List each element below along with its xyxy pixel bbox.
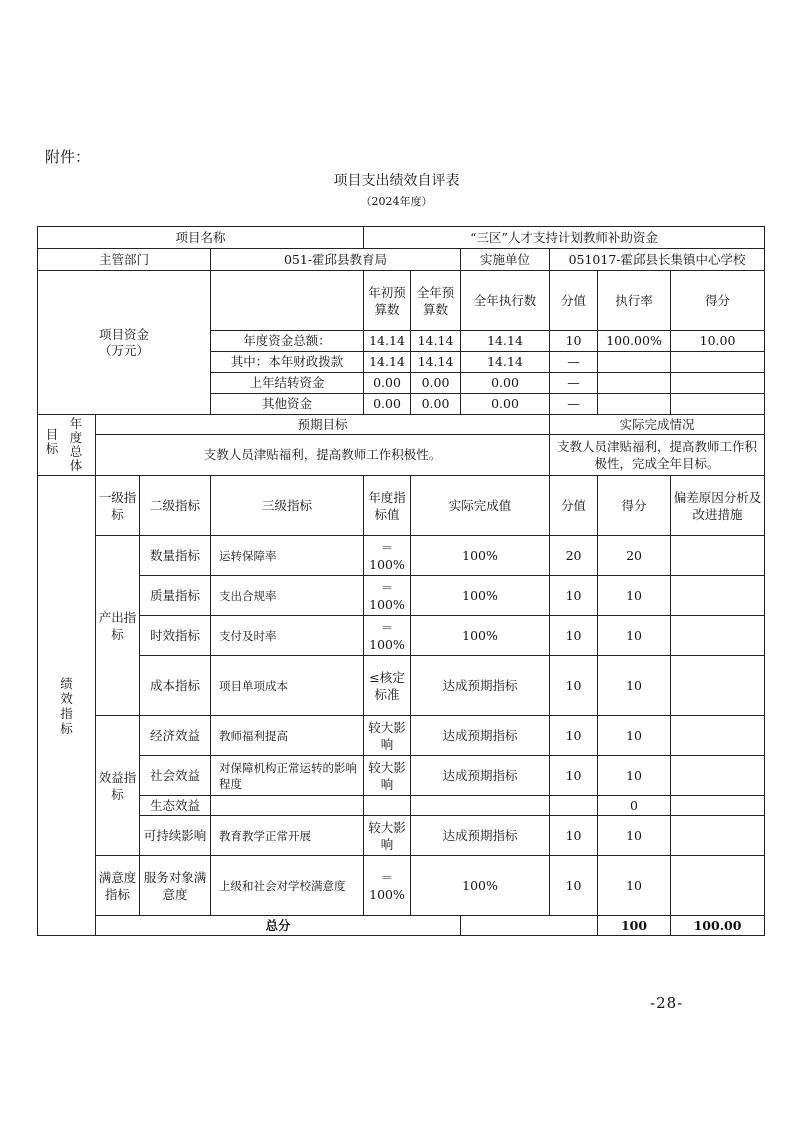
indicator-row <box>38 656 765 716</box>
score-value-header: 分值 <box>550 271 598 331</box>
indicator-row <box>38 816 765 856</box>
project-name-value: “三区”人才支持计划教师补助资金 <box>364 227 765 249</box>
fund-label: 上年结转资金 <box>211 373 364 394</box>
target-header: 年度指标值 <box>364 476 411 536</box>
goals-label-char: 标 <box>45 441 59 456</box>
fund-full: 0.00 <box>411 373 461 394</box>
level2-cell: 生态效益 <box>140 796 211 816</box>
goals-header-row <box>38 415 765 435</box>
funds-header-blank <box>211 271 364 331</box>
actual-cell: 100% <box>411 536 550 576</box>
form-title: 项目支出绩效自评表 <box>333 173 460 189</box>
level2-cell: 服务对象满意度 <box>140 856 211 916</box>
fund-score-value: — <box>550 373 598 394</box>
fund-executed: 0.00 <box>461 394 550 415</box>
expected-goal-text: 支教人员津贴福利，提高教师工作积极性。 <box>96 435 550 476</box>
fund-score <box>671 352 765 373</box>
form-year: （2024年度） <box>360 195 433 208</box>
level3-cell: 运转保障率 <box>211 536 364 576</box>
level3-cell: 教师福利提高 <box>211 716 364 756</box>
satisfaction-label: 满意度指标 <box>96 856 140 916</box>
actual-goal-text: 支教人员津贴福利，提高教师工作积极性，完成全年目标。 <box>550 435 765 476</box>
fund-initial: 0.00 <box>364 373 411 394</box>
ind-score-header: 得分 <box>598 476 671 536</box>
evaluation-table <box>37 226 765 936</box>
indicator-header-row <box>38 476 765 536</box>
total-row <box>38 916 765 936</box>
funds-header-row <box>38 271 765 331</box>
level1-header: 一级指标 <box>96 476 140 536</box>
reason-cell <box>671 856 765 916</box>
score-cell: 10 <box>598 616 671 656</box>
goals-content-row <box>38 435 765 476</box>
reason-cell <box>671 536 765 576</box>
dept-value: 051-霍邱县教育局 <box>211 249 461 271</box>
project-name-label: 项目名称 <box>38 227 364 249</box>
unit-label: 实施单位 <box>461 249 550 271</box>
fund-rate: 100.00% <box>598 331 671 352</box>
ind-score-value-header: 分值 <box>550 476 598 536</box>
fund-score <box>671 373 765 394</box>
score-cell: 10 <box>598 856 671 916</box>
fund-initial: 14.14 <box>364 331 411 352</box>
fund-initial: 14.14 <box>364 352 411 373</box>
target-cell: ＝100% <box>364 616 411 656</box>
page-number: -28- <box>650 994 684 1012</box>
fund-score: 10.00 <box>671 331 765 352</box>
executed-header: 全年执行数 <box>461 271 550 331</box>
target-cell: 较大影响 <box>364 716 411 756</box>
initial-budget-header: 年初预算数 <box>364 271 411 331</box>
reason-cell <box>671 816 765 856</box>
score-header: 得分 <box>671 271 765 331</box>
indicator-row <box>38 796 765 816</box>
department-row <box>38 249 765 271</box>
actual-cell: 100% <box>411 576 550 616</box>
fund-score-value: — <box>550 352 598 373</box>
fund-executed: 14.14 <box>461 331 550 352</box>
level3-cell: 支付及时率 <box>211 616 364 656</box>
indicator-row <box>38 536 765 576</box>
fund-score-value: 10 <box>550 331 598 352</box>
reason-cell <box>671 576 765 616</box>
project-name-row <box>38 227 765 249</box>
goals-label-char: 目 <box>45 427 59 442</box>
score-cell: 10 <box>598 576 671 616</box>
target-cell: ＝100% <box>364 856 411 916</box>
score-value-cell <box>550 796 598 816</box>
funds-label-line1: 项目资金 <box>98 326 149 342</box>
level2-cell: 成本指标 <box>140 656 211 716</box>
indicator-row <box>38 716 765 756</box>
fund-executed: 0.00 <box>461 373 550 394</box>
score-value-cell: 10 <box>550 616 598 656</box>
score-cell: 10 <box>598 656 671 716</box>
level3-header: 三级指标 <box>211 476 364 536</box>
funds-label-line2: （万元） <box>98 342 149 358</box>
reason-cell <box>671 616 765 656</box>
score-cell: 10 <box>598 816 671 856</box>
actual-cell: 达成预期指标 <box>411 656 550 716</box>
level3-cell: 支出合规率 <box>211 576 364 616</box>
fund-rate <box>598 394 671 415</box>
indicators-group-text: 绩效指标 <box>60 675 73 736</box>
actual-cell: 达成预期指标 <box>411 756 550 796</box>
score-value-cell: 10 <box>550 656 598 716</box>
score-value-cell: 10 <box>550 716 598 756</box>
score-cell: 10 <box>598 716 671 756</box>
fund-rate <box>598 373 671 394</box>
indicator-row <box>38 576 765 616</box>
fund-label: 其他资金 <box>211 394 364 415</box>
indicator-row <box>38 856 765 916</box>
level3-cell <box>211 796 364 816</box>
actual-cell: 达成预期指标 <box>411 716 550 756</box>
indicators-group-label <box>38 476 96 936</box>
target-cell: 较大影响 <box>364 816 411 856</box>
goals-label-char: 总 <box>69 444 83 459</box>
full-budget-header: 全年预算数 <box>411 271 461 331</box>
actual-value-header: 实际完成值 <box>411 476 550 536</box>
target-cell: 较大影响 <box>364 756 411 796</box>
score-value-cell: 10 <box>550 816 598 856</box>
fund-label: 年度资金总额： <box>211 331 364 352</box>
score-value-cell: 10 <box>550 856 598 916</box>
actual-cell: 100% <box>411 616 550 656</box>
actual-goal-header: 实际完成情况 <box>550 415 765 435</box>
level3-cell: 项目单项成本 <box>211 656 364 716</box>
total-score: 100.00 <box>671 916 765 936</box>
level2-cell: 社会效益 <box>140 756 211 796</box>
reason-header: 偏差原因分析及改进措施 <box>671 476 765 536</box>
indicator-row <box>38 616 765 656</box>
target-cell: ≤核定标准 <box>364 656 411 716</box>
total-blank <box>461 916 598 936</box>
expected-goal-header: 预期目标 <box>96 415 550 435</box>
fund-score-value: — <box>550 394 598 415</box>
goals-label-char: 体 <box>69 458 83 473</box>
actual-cell: 达成预期指标 <box>411 816 550 856</box>
unit-value: 051017-霍邱县长集镇中心学校 <box>550 249 765 271</box>
fund-rate <box>598 352 671 373</box>
level2-cell: 可持续影响 <box>140 816 211 856</box>
target-cell: ＝100% <box>364 576 411 616</box>
fund-initial: 0.00 <box>364 394 411 415</box>
score-cell: 20 <box>598 536 671 576</box>
level2-cell: 经济效益 <box>140 716 211 756</box>
level2-cell: 时效指标 <box>140 616 211 656</box>
score-value-cell: 20 <box>550 536 598 576</box>
target-cell <box>364 796 411 816</box>
goals-label-svg <box>38 415 96 475</box>
score-cell: 10 <box>598 756 671 796</box>
fund-label: 其中：本年财政拨款 <box>211 352 364 373</box>
rate-header: 执行率 <box>598 271 671 331</box>
fund-score <box>671 394 765 415</box>
actual-cell <box>411 796 550 816</box>
indicator-row <box>38 756 765 796</box>
total-label: 总分 <box>96 916 461 936</box>
goals-label-text <box>46 416 83 473</box>
goals-label <box>38 415 96 476</box>
score-value-cell: 10 <box>550 756 598 796</box>
reason-cell <box>671 756 765 796</box>
score-cell: 0 <box>598 796 671 816</box>
fund-executed: 14.14 <box>461 352 550 373</box>
level2-header: 二级指标 <box>140 476 211 536</box>
reason-cell <box>671 656 765 716</box>
goals-label-char: 度 <box>69 430 83 445</box>
actual-cell: 100% <box>411 856 550 916</box>
level3-cell: 教育教学正常开展 <box>211 816 364 856</box>
level3-cell: 上级和社会对学校满意度 <box>211 856 364 916</box>
dept-label: 主管部门 <box>38 249 211 271</box>
level2-cell: 质量指标 <box>140 576 211 616</box>
goals-label-char: 年 <box>69 416 83 431</box>
level3-cell: 对保障机构正常运转的影响程度 <box>211 756 364 796</box>
reason-cell <box>671 796 765 816</box>
fund-full: 0.00 <box>411 394 461 415</box>
score-value-cell: 10 <box>550 576 598 616</box>
fund-full: 14.14 <box>411 352 461 373</box>
target-cell: ＝100% <box>364 536 411 576</box>
total-score-value: 100 <box>598 916 671 936</box>
reason-cell <box>671 716 765 756</box>
funds-label <box>38 271 211 415</box>
attachment-label: 附件： <box>45 148 91 166</box>
fund-full: 14.14 <box>411 331 461 352</box>
benefit-label: 效益指标 <box>96 716 140 856</box>
output-label: 产出指标 <box>96 536 140 716</box>
level2-cell: 数量指标 <box>140 536 211 576</box>
